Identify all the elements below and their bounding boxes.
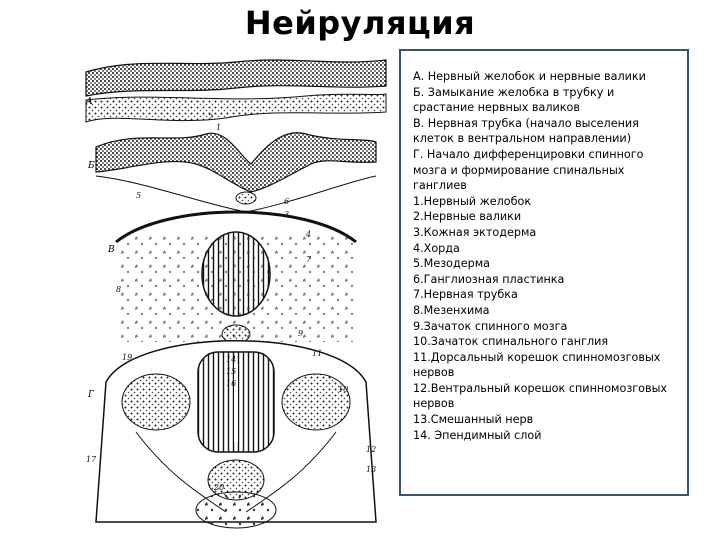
legend-line: 9.Зачаток спинного мозга: [413, 319, 568, 333]
marker-12: 12: [366, 445, 377, 454]
marker-19: 19: [122, 353, 133, 362]
legend-line: 6.Ганглиозная пластинка: [413, 272, 565, 286]
marker-17: 17: [86, 455, 97, 464]
marker-10: 10: [338, 385, 349, 394]
marker-5: 5: [136, 191, 142, 200]
label-stage-d: Г: [88, 390, 94, 400]
legend-line: 7.Нервная трубка: [413, 288, 518, 302]
label-stage-c: В: [108, 245, 115, 255]
marker-2: 2: [208, 113, 214, 122]
stage-c-drawing: [116, 212, 356, 343]
marker-7: 7: [306, 255, 312, 264]
legend-line: 10.Зачаток спинального ганглия: [413, 335, 609, 349]
marker-14: 14: [226, 355, 237, 364]
legend-line: Г. Начало дифференцировки спинного: [413, 147, 644, 161]
legend-line: 4.Хорда: [413, 241, 460, 255]
legend-line: мозга и формирование спинальных: [413, 163, 625, 177]
legend-line: 2.Нервные валики: [413, 210, 522, 224]
legend-line: 12.Вентральный корешок спинномозговых: [413, 381, 668, 395]
legend-line: А. Нервный желобок и нервные валики: [413, 70, 646, 83]
stage-a-drawing: [86, 60, 386, 122]
legend-line: 1.Нервный желобок: [413, 194, 532, 208]
marker-6: 6: [284, 197, 290, 206]
legend-line: Б. Замыкание желобка в трубку и: [413, 85, 615, 99]
legend-line: 11.Дорсальный корешок спинномозговых: [413, 350, 661, 364]
marker-3: 3: [284, 210, 290, 219]
legend-line: 3.Кожная эктодерма: [413, 225, 537, 239]
legend-line: ганглиев: [413, 179, 467, 193]
marker-4: 4: [306, 230, 312, 239]
legend-line: нервов: [413, 397, 455, 411]
legend-line: нервов: [413, 366, 455, 380]
legend-line: 8.Мезенхима: [413, 303, 490, 317]
marker-8: 8: [116, 285, 122, 294]
legend-line: 5.Мезодерма: [413, 257, 491, 271]
marker-16: 16: [226, 379, 237, 388]
label-stage-b: Б: [88, 161, 95, 171]
marker-1: 1: [216, 123, 222, 132]
marker-11: 11: [312, 349, 323, 358]
legend-line: В. Нервная трубка (начало выселения: [413, 116, 639, 130]
marker-15: 15: [226, 367, 237, 376]
marker-9: 9: [298, 329, 304, 338]
marker-13: 13: [366, 465, 377, 474]
legend-box: [399, 49, 689, 496]
marker-20: 20: [214, 483, 225, 492]
slide-title: Нейруляция: [244, 4, 476, 42]
label-stage-a: А: [86, 97, 93, 107]
legend-line: 13.Смешанный нерв: [413, 413, 534, 427]
neurulation-illustration: [76, 52, 396, 532]
legend-line: срастание нервных валиков: [413, 101, 580, 115]
legend-line: 14. Эпендимный слой: [413, 428, 542, 442]
legend-line: клеток в вентральном направлении): [413, 132, 632, 146]
stage-b-drawing: [96, 133, 376, 212]
